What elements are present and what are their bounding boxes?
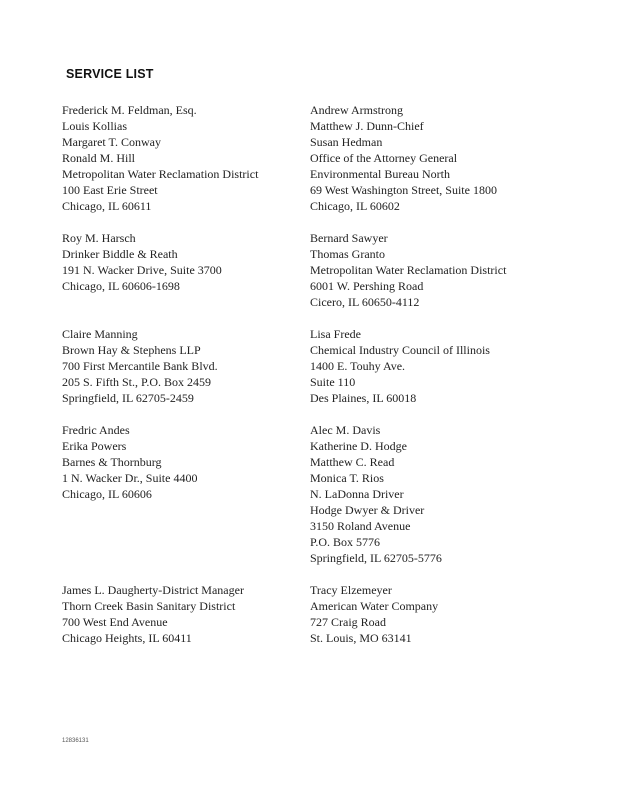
entry-line: Monica T. Rios xyxy=(310,471,384,485)
service-entry xyxy=(310,230,506,310)
entry-line: 191 N. Wacker Drive, Suite 3700 xyxy=(62,263,222,277)
entry-line: P.O. Box 5776 xyxy=(310,535,381,549)
entry-line: Thorn Creek Basin Sanitary District xyxy=(62,599,236,613)
document-id-footer: 12836131 xyxy=(62,738,89,744)
entry-line: Suite 110 xyxy=(310,375,356,389)
entry-line: Susan Hedman xyxy=(310,135,383,149)
entry-line: 69 West Washington Street, Suite 1800 xyxy=(310,183,497,197)
service-entry xyxy=(62,582,244,646)
entry-line: 205 S. Fifth St., P.O. Box 2459 xyxy=(62,375,212,389)
entry-line: Metropolitan Water Reclamation District xyxy=(62,167,259,181)
entry-line: Margaret T. Conway xyxy=(62,135,161,149)
entry-line: 1 N. Wacker Dr., Suite 4400 xyxy=(62,471,198,485)
entry-line: 727 Craig Road xyxy=(310,615,386,629)
entry-line: Chicago, IL 60606 xyxy=(62,487,152,501)
entry-line: Cicero, IL 60650-4112 xyxy=(310,295,420,309)
entry-line: 100 East Erie Street xyxy=(62,183,158,197)
entry-line: Louis Kollias xyxy=(62,119,127,133)
service-entry xyxy=(310,102,497,214)
entry-line: Hodge Dwyer & Driver xyxy=(310,503,425,517)
entry-line: Katherine D. Hodge xyxy=(310,439,407,453)
entry-line: Office of the Attorney General xyxy=(310,151,458,165)
entry-line: Frederick M. Feldman, Esq. xyxy=(62,103,197,117)
entry-line: 6001 W. Pershing Road xyxy=(310,279,424,293)
entry-line: Claire Manning xyxy=(62,327,138,341)
entry-line: Alec M. Davis xyxy=(310,423,381,437)
entry-line: Springfield, IL 62705-5776 xyxy=(310,551,442,565)
entry-line: Drinker Biddle & Reath xyxy=(62,247,178,261)
entry-line: Environmental Bureau North xyxy=(310,167,450,181)
entry-line: American Water Company xyxy=(310,599,439,613)
service-entry xyxy=(62,102,258,214)
entry-line: 700 First Mercantile Bank Blvd. xyxy=(62,359,218,373)
entry-line: Ronald M. Hill xyxy=(62,151,136,165)
entry-line: Thomas Granto xyxy=(310,247,385,261)
entry-line: N. LaDonna Driver xyxy=(310,487,404,501)
entry-line: Tracy Elzemeyer xyxy=(310,583,392,597)
entry-line: Bernard Sawyer xyxy=(310,231,388,245)
entry-line: Roy M. Harsch xyxy=(62,231,136,245)
entry-line: St. Louis, MO 63141 xyxy=(310,631,412,645)
entry-line: James L. Daugherty-District Manager xyxy=(62,583,244,597)
entry-line: Barnes & Thornburg xyxy=(62,455,162,469)
service-entry xyxy=(310,582,438,646)
entry-line: Erika Powers xyxy=(62,439,127,453)
entry-line: Des Plaines, IL 60018 xyxy=(310,391,417,405)
service-entry xyxy=(62,326,218,406)
entry-line: Fredric Andes xyxy=(62,423,130,437)
entry-line: Chicago, IL 60611 xyxy=(62,199,152,213)
entry-line: Chemical Industry Council of Illinois xyxy=(310,343,490,357)
entry-line: Matthew C. Read xyxy=(310,455,395,469)
entry-line: Matthew J. Dunn-Chief xyxy=(310,119,424,133)
entry-line: Chicago, IL 60606-1698 xyxy=(62,279,180,293)
entry-line: Chicago, IL 60602 xyxy=(310,199,400,213)
service-entry xyxy=(310,326,490,406)
entry-line: 3150 Roland Avenue xyxy=(310,519,411,533)
entry-line: Metropolitan Water Reclamation District xyxy=(310,263,507,277)
entry-line: 700 West End Avenue xyxy=(62,615,168,629)
entry-line: Springfield, IL 62705-2459 xyxy=(62,391,194,405)
entry-line: Lisa Frede xyxy=(310,327,361,341)
service-entry xyxy=(62,230,222,294)
service-entry xyxy=(62,422,197,502)
entry-line: Andrew Armstrong xyxy=(310,103,403,117)
entry-line: 1400 E. Touhy Ave. xyxy=(310,359,406,373)
page-title: SERVICE LIST xyxy=(66,67,154,81)
service-entry xyxy=(310,422,442,566)
entry-line: Brown Hay & Stephens LLP xyxy=(62,343,201,357)
entry-line: Chicago Heights, IL 60411 xyxy=(62,631,192,645)
